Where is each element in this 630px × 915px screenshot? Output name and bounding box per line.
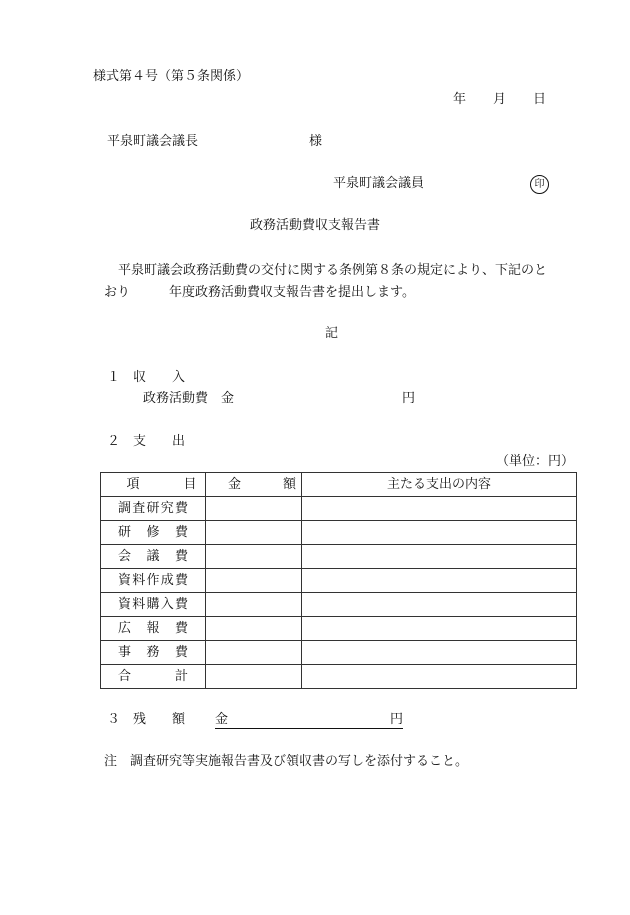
income-yen-label: 円 bbox=[402, 391, 416, 406]
amount-cell[interactable] bbox=[206, 665, 302, 689]
amount-cell[interactable] bbox=[206, 641, 302, 665]
content-cell[interactable] bbox=[302, 497, 577, 521]
row-label: 事務費 bbox=[101, 641, 206, 665]
content-cell[interactable] bbox=[302, 521, 577, 545]
table-row-total bbox=[101, 665, 577, 689]
column-header-amount: 金額 bbox=[206, 473, 302, 497]
table-row bbox=[101, 593, 577, 617]
seal-mark: 印 bbox=[530, 175, 549, 194]
sender-label: 平泉町議会議員 bbox=[333, 176, 425, 191]
content-cell[interactable] bbox=[302, 665, 577, 689]
ki-heading: 記 bbox=[324, 326, 338, 341]
expense-heading: ２ 支 出 bbox=[107, 434, 186, 449]
table-row bbox=[101, 545, 577, 569]
content-cell[interactable] bbox=[302, 593, 577, 617]
amount-cell[interactable] bbox=[206, 521, 302, 545]
unit-note: （単位：円） bbox=[496, 454, 575, 469]
balance-amount-field[interactable] bbox=[215, 712, 403, 729]
content-cell[interactable] bbox=[302, 545, 577, 569]
addressee-suffix: 様 bbox=[309, 134, 323, 149]
table-row bbox=[101, 641, 577, 665]
income-item-label: 政務活動費 金 bbox=[143, 391, 235, 406]
row-label: 資料購入費 bbox=[101, 593, 206, 617]
date-line bbox=[453, 92, 546, 108]
row-label: 研修費 bbox=[101, 521, 206, 545]
expense-table bbox=[100, 472, 577, 689]
balance-prefix: 金 bbox=[215, 712, 229, 727]
amount-cell[interactable] bbox=[206, 593, 302, 617]
income-heading: １ 収 入 bbox=[107, 370, 186, 385]
content-cell[interactable] bbox=[302, 641, 577, 665]
amount-cell[interactable] bbox=[206, 497, 302, 521]
content-cell[interactable] bbox=[302, 569, 577, 593]
footnote: 注 調査研究等実施報告書及び領収書の写しを添付すること。 bbox=[104, 754, 469, 769]
date-month-label: 月 bbox=[493, 92, 507, 107]
amount-cell[interactable] bbox=[206, 617, 302, 641]
form-number: 様式第４号（第５条関係） bbox=[93, 69, 250, 84]
column-header-content: 主たる支出の内容 bbox=[302, 473, 577, 497]
body-text-line-1: 平泉町議会政務活動費の交付に関する条例第８条の規定により、下記のと bbox=[118, 263, 548, 278]
row-label: 合計 bbox=[101, 665, 206, 689]
body-text-line-2: おり 年度政務活動費収支報告書を提出します。 bbox=[104, 285, 415, 300]
column-header-item: 項目 bbox=[101, 473, 206, 497]
table-header-row bbox=[101, 473, 577, 497]
row-label: 資料作成費 bbox=[101, 569, 206, 593]
table-row bbox=[101, 569, 577, 593]
row-label: 会議費 bbox=[101, 545, 206, 569]
table-row bbox=[101, 521, 577, 545]
amount-cell[interactable] bbox=[206, 569, 302, 593]
table-row bbox=[101, 497, 577, 521]
balance-heading: ３ 残 額 bbox=[107, 712, 186, 727]
document-title: 政務活動費収支報告書 bbox=[249, 218, 380, 233]
amount-cell[interactable] bbox=[206, 545, 302, 569]
row-label: 調査研究費 bbox=[101, 497, 206, 521]
date-year-label: 年 bbox=[453, 92, 467, 107]
date-day-label: 日 bbox=[533, 92, 547, 107]
row-label: 広報費 bbox=[101, 617, 206, 641]
content-cell[interactable] bbox=[302, 617, 577, 641]
balance-yen-label: 円 bbox=[389, 712, 403, 727]
table-row bbox=[101, 617, 577, 641]
addressee-name: 平泉町議会議長 bbox=[107, 134, 199, 149]
